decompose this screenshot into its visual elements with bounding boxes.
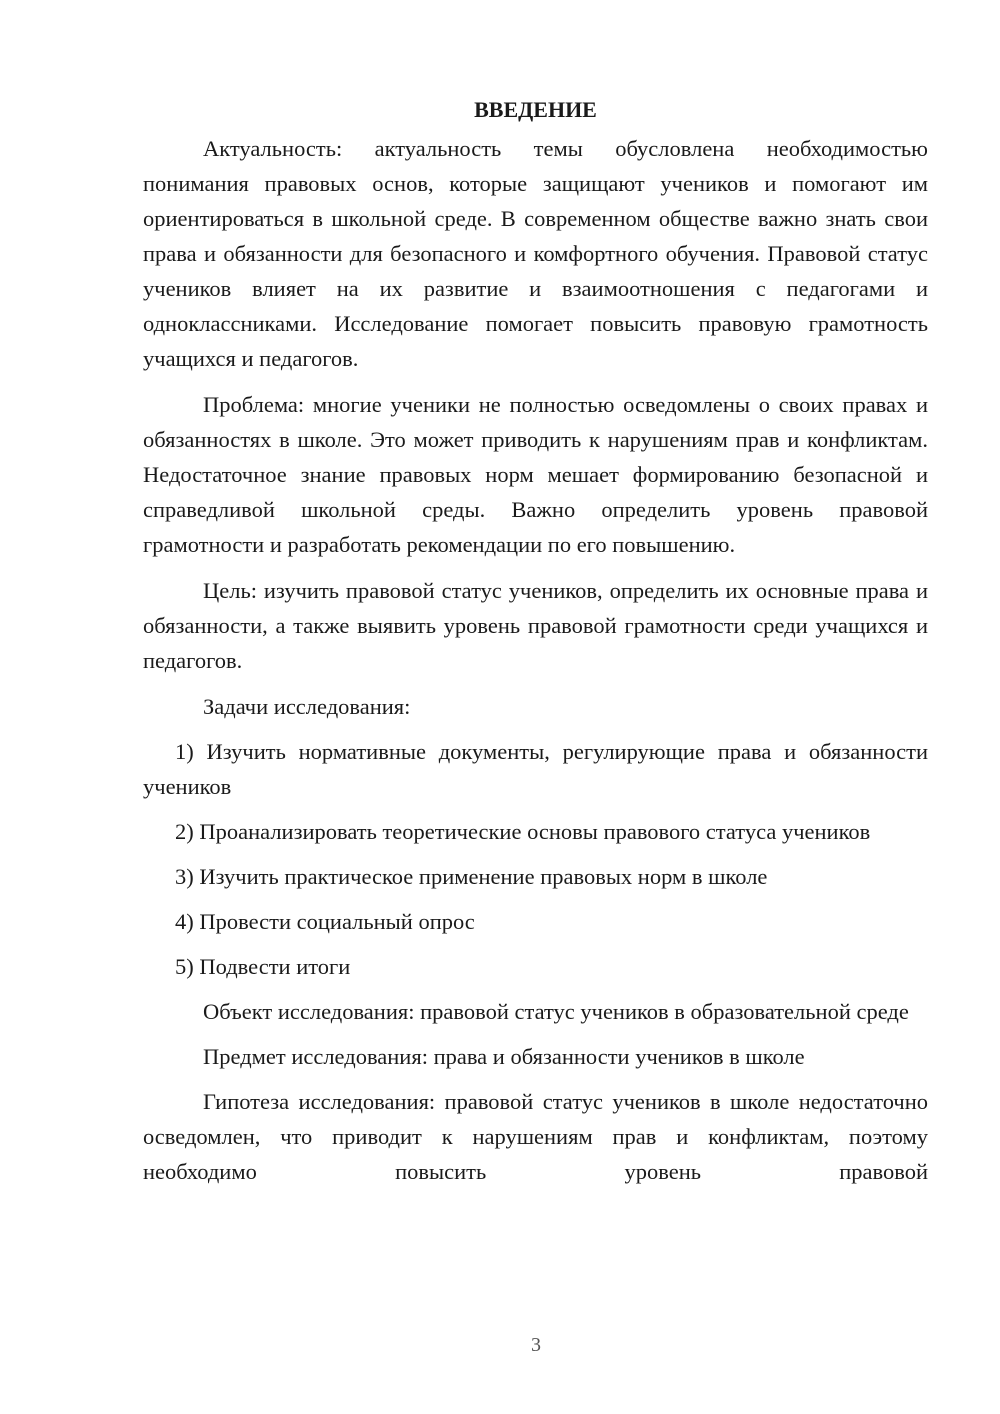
task-item: 3) Изучить практическое применение правовых норм в школе [175,864,768,889]
problem-paragraph: Проблема: многие ученики не полностью осведомлены о своих правах и обязанностях в школе. Это может приводить к нарушениям прав и конфликтам. Недостаточное знание правовых норм мешает формированию безопасной и справедливой школьной среды. Важно определить уровень правовой грамотности и разработать рекомендации по его повышению. [143,392,928,557]
task-item: 4) Провести социальный опрос [175,909,475,934]
task-item: 1) Изучить нормативные документы, регулирующие права и обязанности учеников [143,739,928,799]
task-item: 5) Подвести итоги [175,954,351,979]
page-title: ВВЕДЕНИЕ [474,97,597,122]
hypothesis-paragraph: Гипотеза исследования: правовой статус учеников в школе недостаточно осведомлен, что приводит к нарушениям прав и конфликтам, поэтому необходимо повысить уровень правовой [143,1089,928,1184]
tasks-heading: Задачи исследования: [203,694,411,719]
goal-paragraph: Цель: изучить правовой статус учеников, определить их основные права и обязанности, а также выявить уровень правовой грамотности среди учащихся и педагогов. [143,578,928,673]
relevance-paragraph: Актуальность: актуальность темы обусловлена необходимостью понимания правовых основ, которые защищают учеников и помогают им ориентироваться в школьной среде. В современном обществе важно знать свои права и обязанности для безопасного и комфортного обучения. Правовой статус учеников влияет на их развитие и взаимоотношения с педагогами и одноклассниками. Исследование помогает повысить правовую грамотность учащихся и педагогов. [143,136,928,371]
tasks-list [143,734,928,984]
subject-paragraph: Предмет исследования: права и обязанности учеников в школе [203,1044,805,1069]
task-item: 2) Проанализировать теоретические основы правового статуса учеников [175,819,871,844]
page-number: 3 [531,1334,541,1356]
document-page [143,92,928,1189]
object-paragraph: Объект исследования: правовой статус учеников в образовательной среде [203,999,909,1024]
